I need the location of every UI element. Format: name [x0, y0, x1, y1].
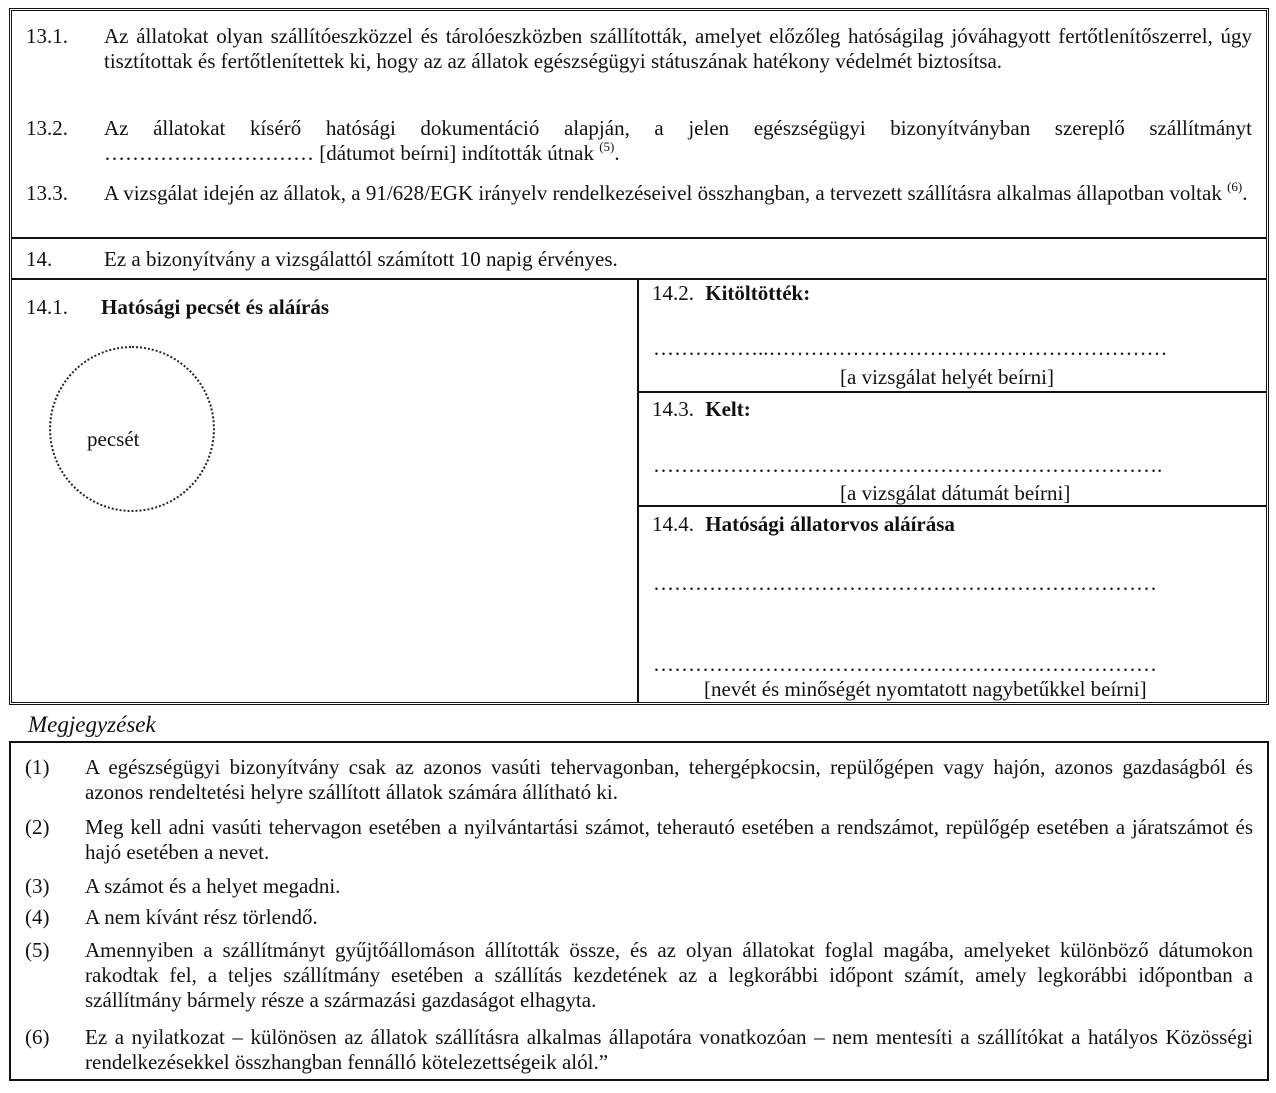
date-blank: ……………………………………………………………….: [653, 453, 1163, 477]
note-text: Meg kell adni vasúti tehervagon esetében a nyilvántartási számot, teherautó esetében a rendszámot, repülőgép esetében a járatszámot és hajó esetében a nevet.: [85, 815, 1253, 864]
footnote-ref: (5): [599, 139, 615, 154]
clause-number: 14.: [26, 247, 53, 271]
note-text: A számot és a helyet megadni.: [85, 874, 341, 898]
clause-end: .: [614, 141, 620, 165]
section-number: 14.4.: [652, 512, 694, 536]
filled-by-hint: [a vizsgálat helyét beírni]: [840, 365, 1054, 389]
clause-number: 13.3.: [26, 181, 68, 205]
note-number: (4): [25, 905, 50, 929]
clause-number: 13.2.: [26, 116, 68, 140]
stamp-label: pecsét: [87, 427, 140, 451]
stamp-section-heading: [26, 295, 68, 320]
filled-by-blank: ……………..…………………………………………………: [653, 336, 1168, 360]
notes-title: Megjegyzések: [28, 712, 156, 737]
section-title: Kelt:: [705, 397, 751, 421]
divider: [12, 237, 1266, 239]
clause-end: .: [1242, 181, 1248, 205]
stamp-section-title: Hatósági pecsét és aláírás: [101, 295, 330, 319]
section-number: 14.2.: [652, 281, 694, 305]
date-hint: [a vizsgálat dátumát beírni]: [840, 481, 1071, 505]
column-divider: [637, 278, 639, 702]
section-number: 14.1.: [26, 295, 68, 319]
clause-text: Ez a bizonyítvány a vizsgálattól számított 10 napig érvényes.: [104, 247, 618, 271]
divider: [637, 391, 1266, 393]
signature-blank: ………………………………………………………………: [653, 571, 1157, 595]
clause-text: [104, 116, 1252, 166]
clause-text: Az állatokat olyan szállítóeszközzel és tárolóeszközben szállították, amelyet előzőleg hatóságilag jóváhagyott fertőtlenítőszerrel, úgy tisztítottak és fertőtlenítettek ki, hogy az az állatok egészségügyi státuszának hatékony védelmét biztosítsa.: [104, 24, 1252, 73]
date-heading: [652, 397, 751, 422]
section-title: Hatósági állatorvos aláírása: [705, 512, 955, 536]
note-number: (2): [25, 815, 50, 839]
official-stamp-circle: [49, 346, 215, 512]
note-text: Ez a nyilatkozat – különösen az állatok szállításra alkalmas állapotára vonatkozóan – nem mentesíti a szállítókat a hatályos Közösségi rendelkezésekkel összhangban fennálló kötelezettségeik alól.”: [85, 1025, 1253, 1074]
divider: [12, 278, 1266, 280]
clause-text-a: Az állatokat kísérő hatósági dokumentáció alapján, a jelen egészségügyi bizonyítványban szereplő szállítmányt: [104, 116, 1252, 140]
section-number: 14.3.: [652, 397, 694, 421]
certificate-box: [9, 8, 1269, 705]
notes-box: [9, 741, 1269, 1081]
clause-text-a: A vizsgálat idején az állatok, a 91/628/EGK irányelv rendelkezéseivel összhangban, a tervezett szállításra alkalmas állapotban voltak: [104, 181, 1222, 205]
signature-hint: [nevét és minőségét nyomtatott nagybetűkkel beírni]: [704, 677, 1147, 701]
note-text: A egészségügyi bizonyítvány csak az azonos vasúti tehervagonban, tehergépkocsin, repülőgépen vagy hajón, azonos gazdaságból és azonos rendeltetési helyre szállított állatok számára állítható ki.: [85, 755, 1253, 804]
clause-text-b: ………………………… [dátumot beírni] indították útnak: [104, 141, 594, 165]
note-text: A nem kívánt rész törlendő.: [85, 905, 318, 929]
footnote-ref: (6): [1227, 179, 1243, 194]
note-number: (5): [25, 938, 50, 962]
clause-text: [104, 181, 1252, 206]
note-number: (3): [25, 874, 50, 898]
clause-number: 13.1.: [26, 24, 68, 48]
filled-by-heading: [652, 281, 810, 306]
divider: [637, 505, 1266, 507]
signature-heading: [652, 512, 955, 537]
note-text: Amennyiben a szállítmányt gyűjtőállomáson állították össze, és az olyan állatokat foglal magába, amelyeket különböző dátumokon rakodtak fel, a teljes szállítmány esetében a szállítás kezdetének az a legkorábbi időpont számít, amely legkorábbi időpontban a szállítmány bármely része a származási gazdaságot elhagyta.: [85, 938, 1253, 1012]
note-number: (6): [25, 1025, 50, 1049]
section-title: Kitöltötték:: [705, 281, 811, 305]
note-number: (1): [25, 755, 50, 779]
name-blank: ………………………………………………………………: [653, 652, 1157, 676]
